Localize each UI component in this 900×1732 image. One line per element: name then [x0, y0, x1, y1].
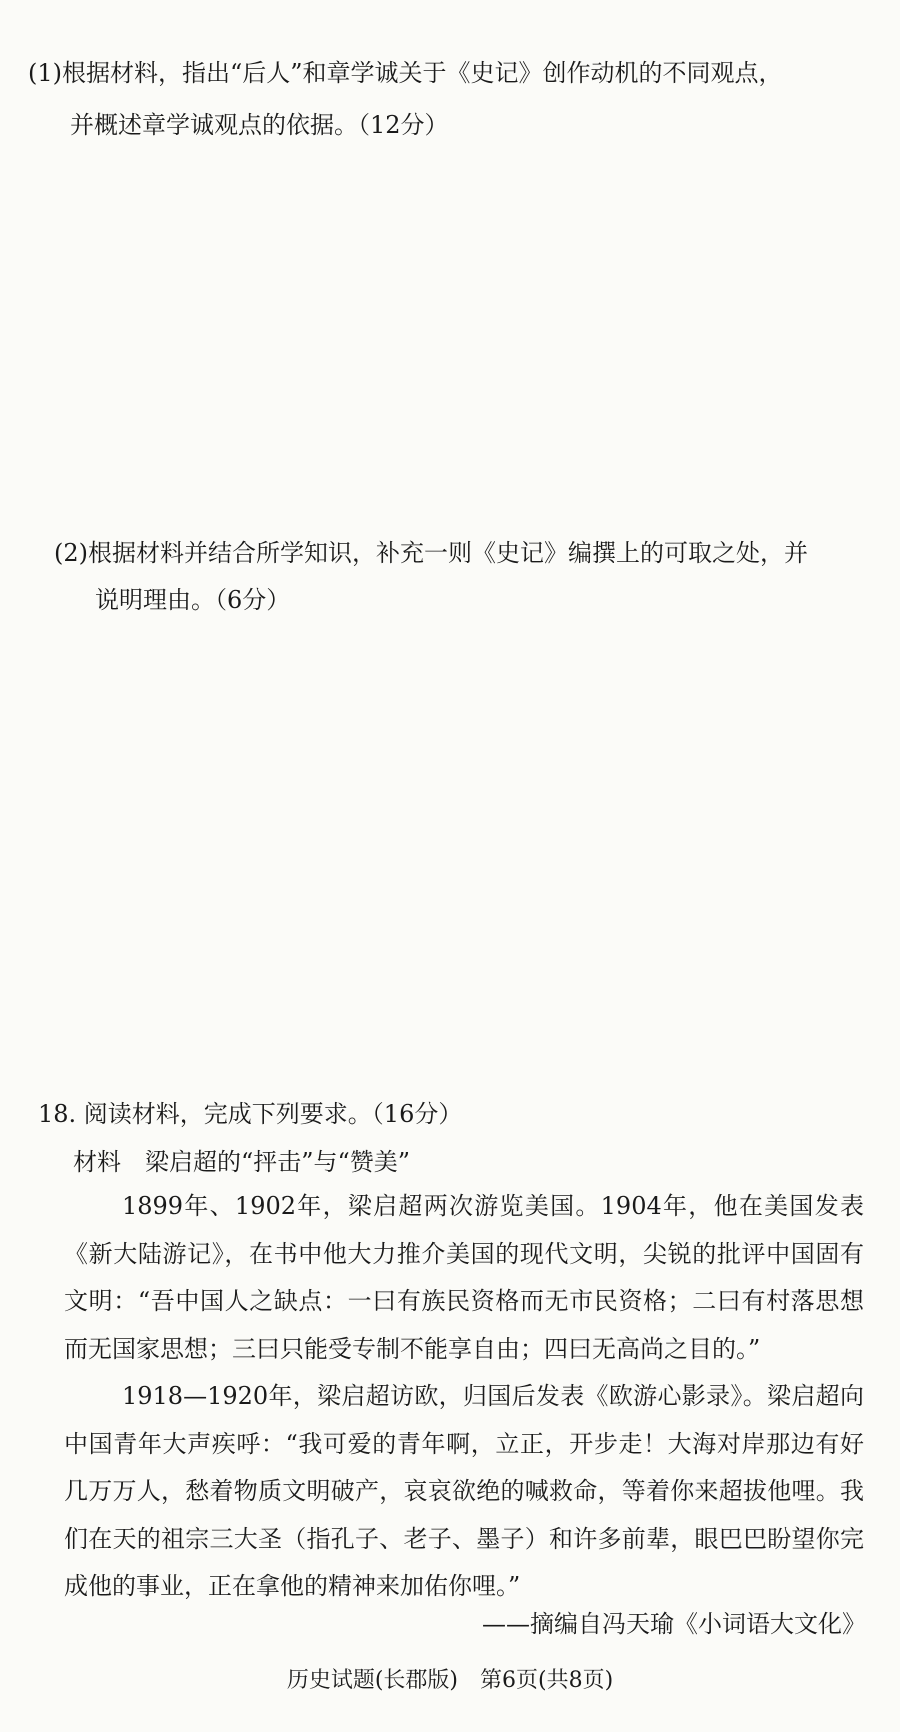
material-title: 材料 梁启超的“抨击”与“赞美” — [73, 1148, 411, 1176]
material-paragraph-2 — [64, 1373, 864, 1611]
q17-part2-line2: 说明理由。（6分） — [95, 586, 291, 614]
q18-heading: 18. 阅读材料，完成下列要求。（16分） — [38, 1100, 463, 1128]
material-paragraph-1 — [64, 1183, 864, 1373]
q17-part1-line2: 并概述章学诚观点的依据。（12分） — [70, 111, 449, 139]
q17-part1-line1: (1)根据材料，指出“后人”和章学诚关于《史记》创作动机的不同观点， — [28, 59, 783, 87]
material-source: ——摘编自冯天瑜《小词语大文化》 — [482, 1610, 866, 1638]
material-paragraph-1-text: 1899年、1902年，梁启超两次游览美国。1904年，他在美国发表《新大陆游记》，在书中他大力推介美国的现代文明，尖锐的批评中国固有文明：“吾中国人之缺点：一曰有族民资格而无市民资格；二曰有村落思想而无国家思想；三曰只能受专制不能享自由；四曰无高尚之目的。” — [64, 1192, 864, 1363]
material-paragraph-2-text: 1918—1920年，梁启超访欧，归国后发表《欧游心影录》。梁启超向中国青年大声疾呼：“我可爱的青年啊，立正，开步走！大海对岸那边有好几万万人，愁着物质文明破产，哀哀欲绝的喊救命，等着你来超拔他哩。我们在天的祖宗三大圣（指孔子、老子、墨子）和许多前辈，眼巴巴盼望你完成他的事业，正在拿他的精神来加佑你哩。” — [64, 1382, 864, 1600]
q17-part2-line1: (2)根据材料并结合所学知识，补充一则《史记》编撰上的可取之处，并 — [54, 539, 808, 567]
page-footer: 历史试题(长郡版) 第6页(共8页) — [286, 1668, 614, 1693]
